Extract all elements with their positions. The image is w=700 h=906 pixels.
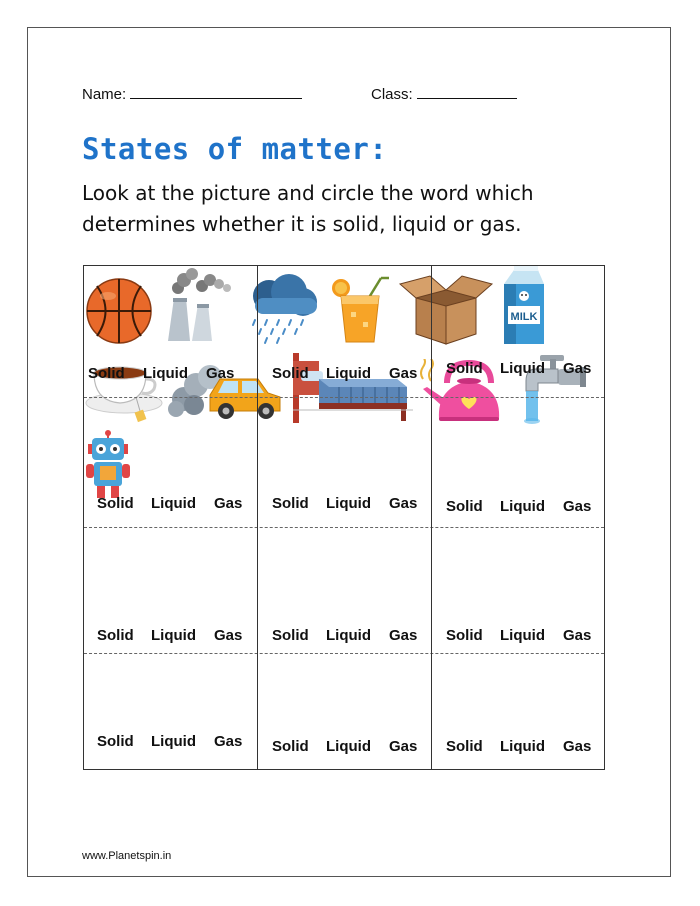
milk-carton-icon [498,266,548,346]
basketball-icon [84,276,154,346]
option-solid[interactable]: Solid [446,627,483,644]
grid-row-divider [84,527,604,528]
option-gas[interactable]: Gas [214,627,243,644]
option-gas[interactable]: Gas [214,495,243,512]
option-gas[interactable]: Gas [563,498,592,515]
option-gas[interactable]: Gas [389,627,418,644]
option-liquid[interactable]: Liquid [500,627,545,644]
option-gas[interactable]: Gas [563,627,592,644]
option-gas[interactable]: Gas [389,738,418,755]
option-solid[interactable]: Solid [272,365,309,382]
option-solid[interactable]: Solid [97,733,134,750]
option-solid[interactable]: Solid [88,365,125,382]
option-liquid[interactable]: Liquid [326,365,371,382]
option-liquid[interactable]: Liquid [326,627,371,644]
option-liquid[interactable]: Liquid [500,738,545,755]
option-solid[interactable]: Solid [272,495,309,512]
option-liquid[interactable]: Liquid [500,360,545,377]
worksheet-title: States of matter: [82,132,388,166]
orange-juice-icon [327,274,393,346]
option-gas[interactable]: Gas [563,360,592,377]
option-liquid[interactable]: Liquid [500,498,545,515]
cardboard-box-icon [398,270,494,346]
option-solid[interactable]: Solid [446,738,483,755]
option-gas[interactable]: Gas [214,733,243,750]
factory-smoke-icon [158,266,236,346]
option-liquid[interactable]: Liquid [326,495,371,512]
class-blank-line[interactable] [417,84,517,99]
option-gas[interactable]: Gas [563,738,592,755]
svg-text:MILK: MILK [510,311,538,323]
bed-icon [289,351,413,425]
class-label: Class: [371,86,413,103]
instructions-text: Look at the picture and circle the word which determines whether it is solid, liquid or gas. [82,181,534,236]
class-field [371,84,517,103]
option-gas[interactable]: Gas [206,365,235,382]
option-liquid[interactable]: Liquid [143,365,188,382]
grid-row-divider [84,653,604,654]
option-liquid[interactable]: Liquid [151,495,196,512]
option-solid[interactable]: Solid [97,627,134,644]
grid-col-divider [257,266,258,769]
option-solid[interactable]: Solid [446,360,483,377]
name-label: Name: [82,86,127,103]
grid-row-divider [84,397,604,398]
name-blank-line[interactable] [130,84,302,99]
matter-grid [83,265,605,770]
rain-cloud-icon [241,268,323,346]
option-liquid[interactable]: Liquid [326,738,371,755]
option-solid[interactable]: Solid [97,495,134,512]
option-liquid[interactable]: Liquid [151,733,196,750]
footer-website: www.Planetspin.in [82,850,172,862]
option-liquid[interactable]: Liquid [151,627,196,644]
option-solid[interactable]: Solid [272,627,309,644]
option-gas[interactable]: Gas [389,495,418,512]
name-field [82,84,302,103]
option-gas[interactable]: Gas [389,365,418,382]
option-solid[interactable]: Solid [272,738,309,755]
option-solid[interactable]: Solid [446,498,483,515]
grid-col-divider [431,266,432,769]
robot-toy-icon [84,430,132,502]
